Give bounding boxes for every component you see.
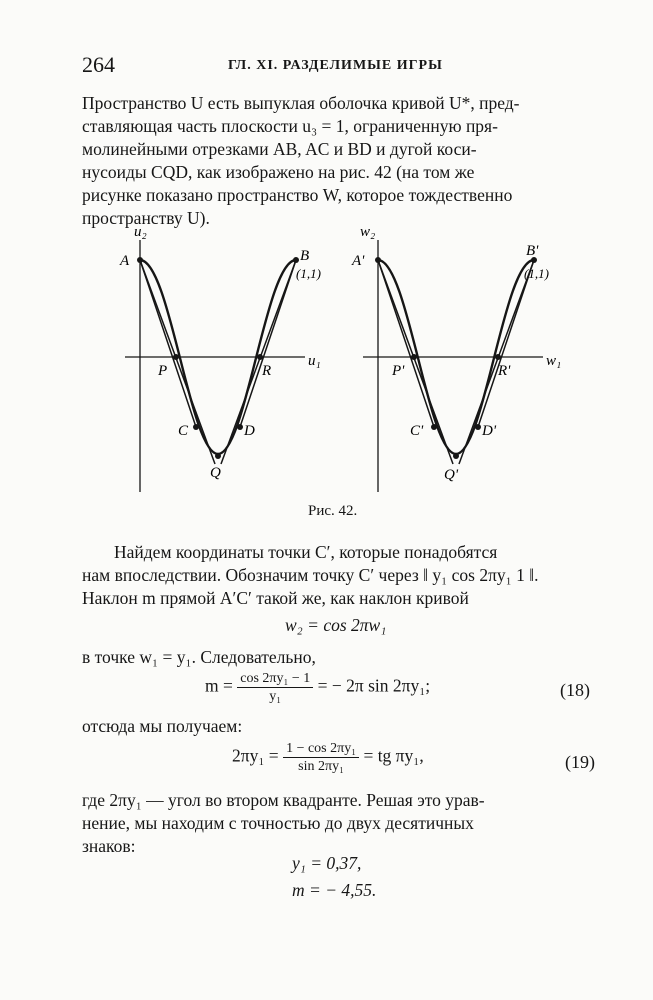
closing-line: где 2πy₁ — угол во втором квадранте. Решая это урав- [82,790,485,810]
closing-paragraph [82,790,485,859]
eq19-rhs: = tg πy₁, [363,745,424,766]
label-B: B [300,248,310,264]
point-B [293,257,299,263]
point-R [257,354,263,360]
label-Q-prime: Q' [444,467,459,483]
equation-19 [232,740,424,775]
eq18-numerator: cos 2πy₁ − 1 [237,670,313,688]
eq18-fraction [237,670,313,705]
result-m: m = − 4,55. [292,880,377,900]
intro-line: рисунке показано пространство W, которое тождественно [82,185,513,205]
eq19-denominator: sin 2πy₁ [298,759,344,774]
body-line: Найдем координаты точки C′, которые понадобятся [114,542,498,562]
segment-BQ [221,260,296,464]
point-R [495,354,501,360]
label-Q: Q [210,465,221,481]
result-y1: y₁ = 0,37, [292,853,362,873]
point-P [173,354,179,360]
label-D: D [244,423,255,439]
label-P-prime: P' [392,363,405,379]
figure-42 [100,222,570,502]
page-number: 264 [82,52,115,77]
label-A: A [120,253,130,269]
point-A [137,257,143,263]
equation-cosine: w₂ = cos 2πw₁ [285,615,387,635]
segment-AB [140,260,196,427]
equation-18 [205,670,430,705]
label-B-coords: (1,1) [296,266,321,281]
body-line: нам впоследствии. Обозначим точку C′ через ‖ y₁ cos 2πy₁ 1 ‖. [82,565,539,585]
point-line: в точке w₁ = y₁. Следовательно, [82,647,316,667]
intro-paragraph [82,93,519,231]
eq19-lhs: 2πy₁ = [232,745,279,766]
segment-BD [240,260,296,427]
label-D-prime: D' [482,423,497,439]
eq19-numerator: 1 − cos 2πy₁ [283,740,359,758]
hence-line: отсюда мы получаем: [82,716,243,736]
label-A-prime: A' [352,253,365,269]
eq18-rhs: = − 2π sin 2πy₁; [317,675,431,696]
label-C: C [178,423,189,439]
segment-BQ [459,260,534,464]
eq19-number: (19) [565,752,595,772]
chapter-title: ГЛ. XI. РАЗДЕЛИМЫЕ ИГРЫ [228,58,443,73]
label-B-coords: (1,1) [524,266,549,281]
eq19-fraction [283,740,359,775]
label-C-prime: C' [410,423,424,439]
intro-line: нусоиды CQD, как изображено на рис. 42 (на том же [82,162,475,182]
point-P [411,354,417,360]
left-plot [119,224,321,492]
figure-caption: Рис. 42. [308,503,358,519]
closing-line: нение, мы находим с точностью до двух десятичных [82,813,474,833]
label-P: P [158,363,168,379]
axis-label-u2: u₂ [134,224,147,240]
axis-label-u1: u₁ [308,353,321,369]
body-line: Наклон m прямой A′C′ такой же, как наклон кривой [82,588,469,608]
label-R: R [262,363,272,379]
axis-label-w2: w₂ [360,224,376,240]
point-D [237,424,243,430]
eq18-denominator: y₁ [269,689,282,704]
segment-AB [378,260,434,427]
point-Q [215,453,221,459]
label-R-prime: R' [498,363,511,379]
intro-line: молинейными отрезками AB, AC и BD и дугой коси- [82,139,477,159]
body-paragraph [82,542,539,611]
intro-line: ставляющая часть плоскости u₃ = 1, ограниченную пря- [82,116,498,136]
eq18-number: (18) [560,680,590,700]
intro-line: Пространство U есть выпуклая оболочка кривой U*, пред- [82,93,520,113]
intro-line: пространству U). [82,208,210,228]
label-B-prime: B' [526,243,539,259]
eq18-lhs: m = [205,675,233,696]
point-C [431,424,437,430]
segment-BD [478,260,534,427]
axis-label-w1: w₁ [546,353,562,369]
point-D [475,424,481,430]
point-A [375,257,381,263]
point-C [193,424,199,430]
point-Q [453,453,459,459]
closing-line: знаков: [82,836,136,856]
right-plot [351,224,561,492]
